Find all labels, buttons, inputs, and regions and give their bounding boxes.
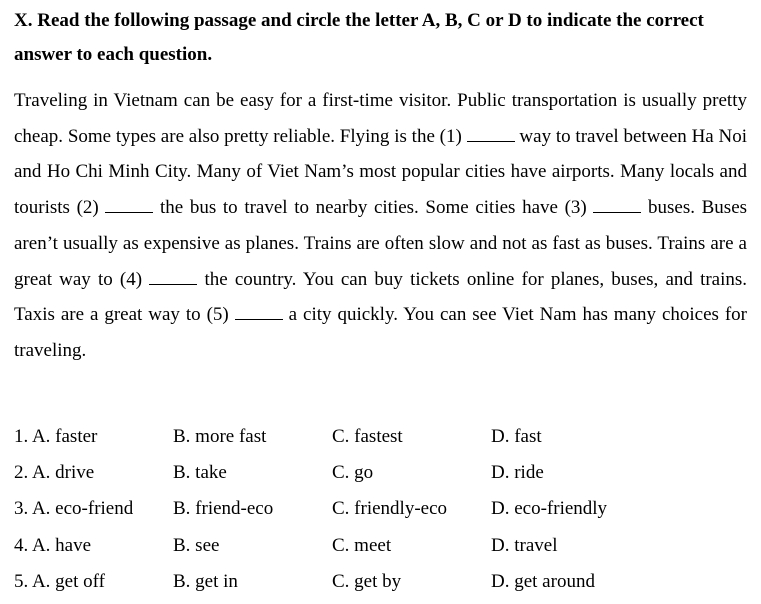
- passage-segment-2: way to travel between Ha Noi and Ho Chi Minh City. Many of Viet Nam’s most popular cities have airports. Many locals and tourists (2): [14, 125, 748, 219]
- option-d: D. get around: [491, 570, 595, 592]
- option-c: C. friendly-eco: [332, 498, 448, 520]
- option-c: C. fastest: [332, 426, 403, 447]
- option-a: 4. A. have: [14, 534, 92, 556]
- blank-2: [105, 196, 153, 213]
- option-a: 1. A. faster: [14, 426, 98, 447]
- passage-segment-5: the country. You can buy tickets online for planes, buses, and trains. Taxis are a great way to (5): [14, 268, 748, 326]
- question-row: [14, 455, 747, 491]
- option-b: B. get in: [173, 570, 238, 592]
- option-d: D. eco-friendly: [491, 498, 608, 520]
- blank-5: [235, 303, 283, 320]
- option-b: B. friend-eco: [173, 498, 274, 520]
- option-d: D. ride: [491, 462, 544, 484]
- passage-segment-1: Traveling in Vietnam can be easy for a first-time visitor. Public transportation is usually pretty cheap. Some types are also pretty reliable. Flying is the (1): [14, 90, 747, 147]
- reading-passage: [14, 83, 747, 369]
- exercise-heading: X. Read the following passage and circle the letter A, B, C or D to indicate the correct answer to each question.: [14, 10, 704, 65]
- blank-3: [593, 196, 641, 213]
- option-a: 3. A. eco-friend: [14, 498, 134, 520]
- option-c: C. get by: [332, 570, 402, 592]
- option-c: C. meet: [332, 534, 392, 556]
- question-row: [14, 419, 747, 455]
- worksheet-page: [14, 4, 747, 369]
- option-b: B. see: [173, 534, 220, 556]
- option-a: 2. A. drive: [14, 462, 95, 484]
- question-row: [14, 491, 747, 527]
- option-a: 5. A. get off: [14, 570, 105, 592]
- option-d: D. travel: [491, 534, 558, 556]
- question-row: [14, 528, 747, 564]
- blank-1: [467, 125, 515, 142]
- passage-segment-4: buses. Buses aren’t usually as expensive as planes. Trains are often slow and not as fast as buses. Trains are a great way to (4): [14, 197, 748, 290]
- option-c: C. go: [332, 462, 374, 484]
- option-d: D. fast: [491, 426, 542, 447]
- blank-4: [149, 268, 197, 285]
- passage-segment-6: a city quickly. You can see Viet Nam has many choices for traveling.: [14, 304, 748, 361]
- answer-options: [14, 419, 747, 600]
- option-b: B. more fast: [173, 426, 267, 447]
- question-row: [14, 564, 747, 600]
- option-b: B. take: [173, 462, 227, 484]
- passage-segment-3: the bus to travel to nearby cities. Some cities have (3): [160, 197, 587, 219]
